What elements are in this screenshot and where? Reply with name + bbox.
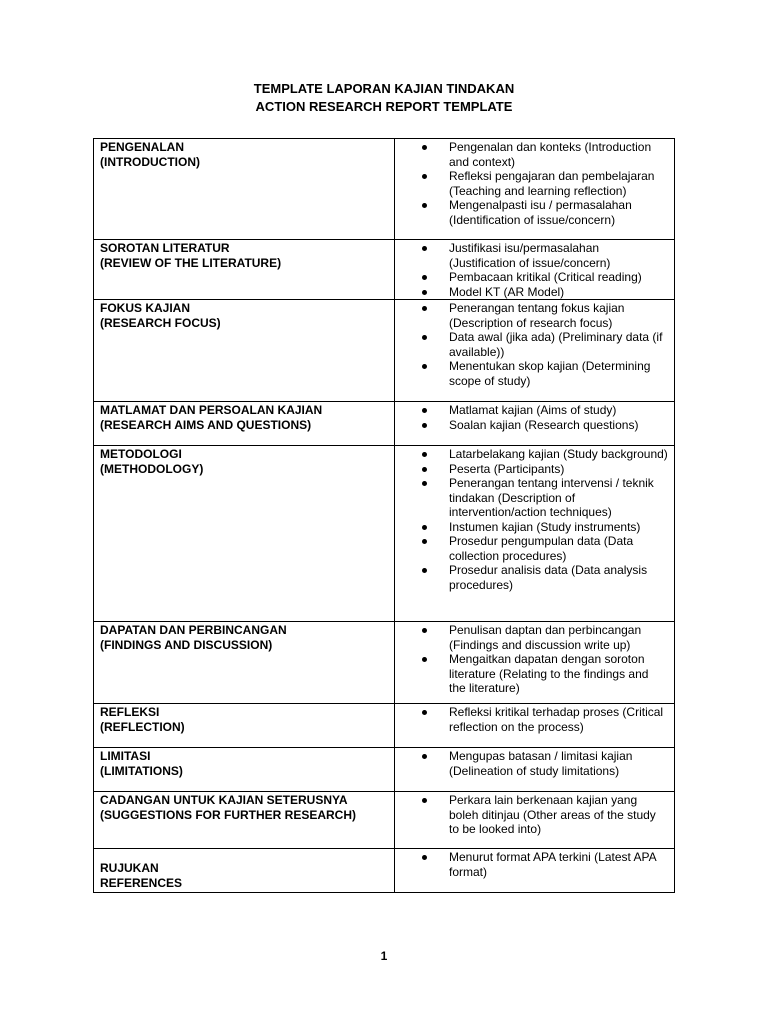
section-heading-english: (FINDINGS AND DISCUSSION) (100, 637, 273, 652)
list-item: Data awal (jika ada) (Preliminary data (if available)) (395, 330, 668, 359)
section-heading (94, 139, 395, 240)
document-title: TEMPLATE LAPORAN KAJIAN TINDAKAN (253, 81, 515, 96)
section-row (94, 446, 675, 622)
list-item: Latarbelakang kajian (Study background) (395, 447, 668, 462)
report-template-table (93, 138, 675, 893)
list-item: Mengaitkan dapatan dengan soroton literature (Relating to the findings and the literature) (395, 652, 668, 696)
list-item: Peserta (Participants) (395, 462, 668, 477)
section-heading-english: (REFLECTION) (100, 719, 185, 734)
section-heading-malay: CADANGAN UNTUK KAJIAN SETERUSNYA (100, 793, 348, 807)
list-item: Menurut format APA terkini (Latest APA format) (395, 850, 668, 879)
list-item: Pengenalan dan konteks (Introduction and context) (395, 140, 668, 169)
list-item: Penerangan tentang fokus kajian (Description of research focus) (395, 301, 668, 330)
bullet-list (395, 403, 668, 432)
list-item: Mengenalpasti isu / permasalahan (Identification of issue/concern) (395, 198, 668, 227)
list-item: Perkara lain berkenaan kajian yang boleh ditinjau (Other areas of the study to be looked into) (395, 793, 668, 837)
section-heading-english: (RESEARCH AIMS AND QUESTIONS) (100, 417, 312, 432)
section-row (94, 240, 675, 300)
bullet-list (395, 301, 668, 388)
section-heading-english: (RESEARCH FOCUS) (100, 315, 221, 330)
bullet-list (395, 793, 668, 837)
section-row (94, 748, 675, 792)
section-heading-malay: PENGENALAN (100, 140, 185, 154)
list-item: Matlamat kajian (Aims of study) (395, 403, 668, 418)
list-item: Refleksi pengajaran dan pembelajaran (Teaching and learning reflection) (395, 169, 668, 198)
list-item: Model KT (AR Model) (395, 285, 668, 300)
list-item: Pembacaan kritikal (Critical reading) (395, 270, 668, 285)
section-heading (94, 402, 395, 446)
list-item: Mengupas batasan / limitasi kajian (Delineation of study limitations) (395, 749, 668, 778)
section-heading-malay: LIMITASI (100, 749, 151, 763)
section-items (395, 446, 675, 622)
section-heading (94, 849, 395, 893)
section-heading-malay: REFLEKSI (100, 705, 160, 719)
section-heading-english: (INTRODUCTION) (100, 154, 200, 169)
section-heading-malay: FOKUS KAJIAN (100, 301, 191, 315)
list-item: Soalan kajian (Research questions) (395, 418, 668, 433)
section-items (395, 704, 675, 748)
section-row (94, 792, 675, 849)
section-heading-english: (REVIEW OF THE LITERATURE) (100, 255, 282, 270)
section-heading-malay: MATLAMAT DAN PERSOALAN KAJIAN (100, 403, 323, 417)
section-heading (94, 704, 395, 748)
bullet-list (395, 447, 668, 592)
bullet-list (395, 705, 668, 734)
title-block (0, 80, 768, 116)
section-items (395, 849, 675, 893)
bullet-list (395, 749, 668, 778)
section-heading (94, 300, 395, 402)
section-row (94, 139, 675, 240)
document-subtitle: ACTION RESEARCH REPORT TEMPLATE (255, 99, 513, 114)
section-heading (94, 240, 395, 300)
list-item: Instumen kajian (Study instruments) (395, 520, 668, 535)
page-number: 1 (380, 949, 388, 963)
section-items (395, 402, 675, 446)
section-heading-malay: DAPATAN DAN PERBINCANGAN (100, 623, 287, 637)
section-heading (94, 622, 395, 704)
bullet-list (395, 623, 668, 696)
section-items (395, 622, 675, 704)
section-row (94, 704, 675, 748)
section-heading-english: REFERENCES (100, 875, 183, 890)
section-items (395, 240, 675, 300)
list-item: Penulisan daptan dan perbincangan (Findings and discussion write up) (395, 623, 668, 652)
section-heading-malay: METODOLOGI (100, 447, 182, 461)
section-heading-english: (LIMITATIONS) (100, 763, 183, 778)
section-heading (94, 748, 395, 792)
section-row (94, 622, 675, 704)
section-row (94, 402, 675, 446)
list-item: Prosedur analisis data (Data analysis procedures) (395, 563, 668, 592)
section-heading-malay: SOROTAN LITERATUR (100, 241, 230, 255)
section-items (395, 748, 675, 792)
section-items (395, 300, 675, 402)
bullet-list (395, 140, 668, 227)
section-heading-english: (METHODOLOGY) (100, 461, 204, 476)
list-item: Justifikasi isu/permasalahan (Justification of issue/concern) (395, 241, 668, 270)
list-item: Penerangan tentang intervensi / teknik tindakan (Description of intervention/action techniques) (395, 476, 668, 520)
list-item: Refleksi kritikal terhadap proses (Critical reflection on the process) (395, 705, 668, 734)
bullet-list (395, 241, 668, 299)
list-item: Prosedur pengumpulan data (Data collection procedures) (395, 534, 668, 563)
list-item: Menentukan skop kajian (Determining scope of study) (395, 359, 668, 388)
section-row (94, 849, 675, 893)
section-heading (94, 792, 395, 849)
section-row (94, 300, 675, 402)
section-items (395, 792, 675, 849)
section-items (395, 139, 675, 240)
section-heading (94, 446, 395, 622)
section-heading-english: (SUGGESTIONS FOR FURTHER RESEARCH) (100, 807, 357, 822)
bullet-list (395, 850, 668, 879)
section-heading-malay: RUJUKAN (100, 861, 159, 875)
